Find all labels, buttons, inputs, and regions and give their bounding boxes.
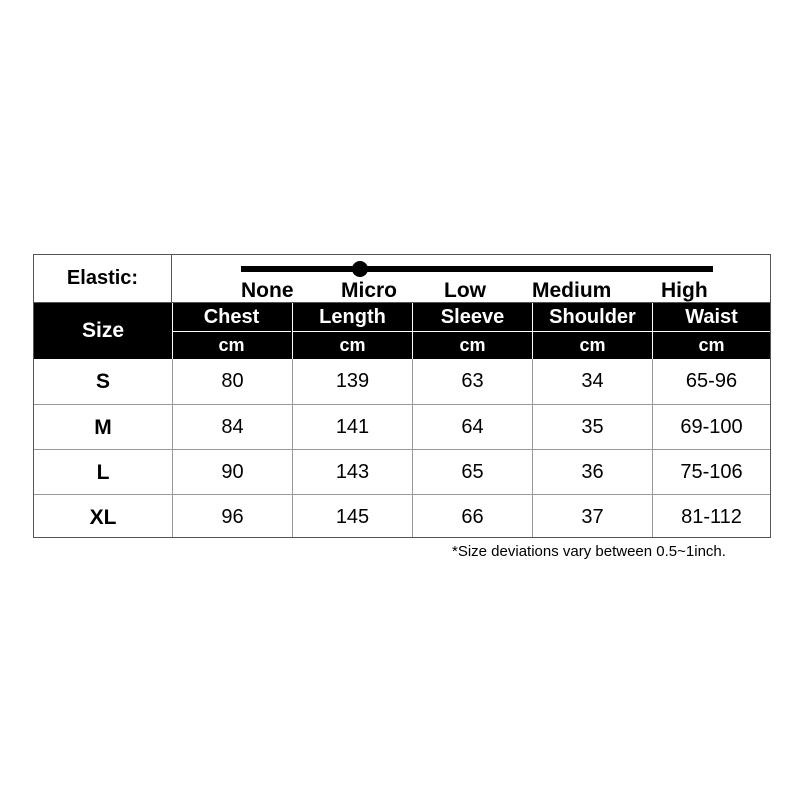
column-name: Waist xyxy=(685,305,738,328)
column-unit: cm xyxy=(218,335,245,355)
waist-cell: 69-100 xyxy=(680,416,743,438)
length-cell: 141 xyxy=(335,416,370,438)
shoulder-cell: 35 xyxy=(581,416,604,438)
column-name: Chest xyxy=(203,305,260,328)
size-cell: XL xyxy=(89,505,117,529)
elastic-level-low: Low xyxy=(444,279,486,302)
chest-cell: 90 xyxy=(221,461,244,483)
length-cell: 143 xyxy=(335,461,370,483)
elastic-level-high: High xyxy=(661,279,708,302)
elastic-label: Elastic: xyxy=(34,255,172,302)
sleeve-cell: 63 xyxy=(461,370,484,392)
column-name: Sleeve xyxy=(440,305,505,328)
column-header-chest xyxy=(172,303,291,359)
column-unit: cm xyxy=(459,335,486,355)
elastic-level-micro: Micro xyxy=(341,279,398,302)
chest-cell: 80 xyxy=(221,370,244,392)
column-divider xyxy=(532,359,533,537)
elastic-scale-line xyxy=(241,266,713,272)
length-cell: 139 xyxy=(335,370,370,392)
size-column-header: Size xyxy=(81,319,125,342)
sleeve-cell: 64 xyxy=(461,416,484,438)
size-deviation-note: *Size deviations vary between 0.5~1inch. xyxy=(452,543,726,560)
elastic-scale-marker xyxy=(352,261,368,277)
size-cell: L xyxy=(96,460,110,484)
sleeve-cell: 65 xyxy=(461,461,484,483)
table-row xyxy=(34,495,770,540)
column-divider xyxy=(652,359,653,537)
column-name: Shoulder xyxy=(549,305,636,328)
column-unit: cm xyxy=(339,335,366,355)
column-divider xyxy=(412,359,413,537)
column-header-waist xyxy=(653,303,770,359)
column-divider xyxy=(172,359,173,537)
table-row xyxy=(34,359,770,404)
column-name: Length xyxy=(319,305,386,328)
column-unit: cm xyxy=(698,335,725,355)
elastic-level-medium: Medium xyxy=(532,279,612,302)
column-divider xyxy=(292,359,293,537)
size-cell: S xyxy=(95,369,110,393)
elastic-row xyxy=(34,255,770,303)
waist-cell: 75-106 xyxy=(680,461,743,483)
column-header-shoulder xyxy=(533,303,652,359)
shoulder-cell: 37 xyxy=(581,506,604,528)
table-header xyxy=(34,303,770,359)
table-row xyxy=(34,450,770,495)
column-header-length xyxy=(293,303,412,359)
shoulder-cell: 36 xyxy=(581,461,604,483)
size-cell: M xyxy=(94,415,112,439)
column-header-sleeve xyxy=(413,303,532,359)
table-row xyxy=(34,405,770,450)
column-unit: cm xyxy=(579,335,606,355)
elastic-level-none: None xyxy=(241,279,294,302)
shoulder-cell: 34 xyxy=(581,370,604,392)
sleeve-cell: 66 xyxy=(461,506,484,528)
chest-cell: 84 xyxy=(221,416,244,438)
length-cell: 145 xyxy=(335,506,370,528)
size-chart xyxy=(33,254,771,538)
waist-cell: 81-112 xyxy=(681,506,742,528)
waist-cell: 65-96 xyxy=(685,370,738,392)
chest-cell: 96 xyxy=(221,506,244,528)
